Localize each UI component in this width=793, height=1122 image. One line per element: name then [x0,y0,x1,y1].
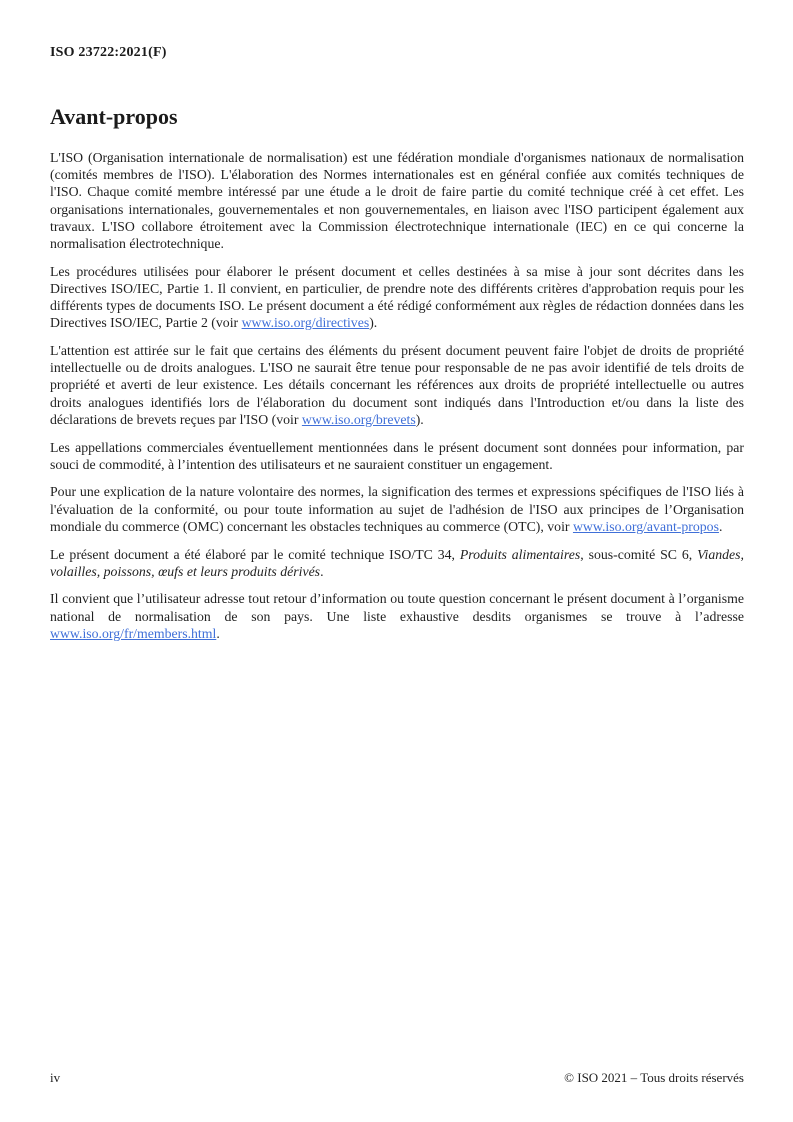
hyperlink[interactable]: www.iso.org/fr/members.html [50,625,217,641]
text-run: . [718,518,723,534]
paragraph [50,263,744,332]
text-run: ). [415,411,424,427]
paragraph [50,483,744,535]
paragraph [50,342,744,428]
text-run: . [320,563,324,579]
text-run: Les procédures utilisées pour élaborer le présent document et celles destinées à sa mise à jour sont décrites dans les Directives ISO/IEC, Partie 1. Il convient, en particulier, de prendre note des différents critères d'approbation requis pour les différents types de documents ISO. Le présent document a été rédigé conformément aux règles de rédaction données dans les Directives ISO/IEC, Partie 2 (voir [50,263,744,331]
page-footer [50,1070,744,1086]
paragraph [50,149,744,252]
text-run: Le présent document a été élaboré par le comité technique ISO/TC 34, [50,546,460,562]
text-run: Il convient que l’utilisateur adresse tout retour d’information ou toute question concernant le présent document à l’organisme national de normalisation de son pays. Une liste exhaustive desdits organismes se trouve à l’adresse [50,591,744,624]
paragraph [50,439,744,473]
copyright-notice: © ISO 2021 – Tous droits réservés [564,1070,744,1085]
italic-text: Viandes, volailles, poissons, œufs et leurs produits dérivés [50,546,744,579]
paragraph [50,590,744,642]
text-run: Pour une explication de la nature volontaire des normes, la signification des termes et expressions spécifiques de l'ISO liés à l'évaluation de la conformité, ou pour toute information au sujet de l'adhésion de l'ISO aux principes de l’Organisation mondiale du commerce (OMC) concernant les obstacles techniques au commerce (OTC), voir [50,484,744,534]
text-run: Les appellations commerciales éventuellement mentionnées dans le présent document sont données pour information, par souci de commodité, à l’intention des utilisateurs et ne sauraient constituer un engagement. [50,439,744,472]
text-run: ). [369,315,378,331]
text-run: . [216,625,220,641]
paragraph [50,546,744,580]
hyperlink[interactable]: www.iso.org/brevets [301,411,416,427]
page-title: Avant-propos [50,104,178,129]
hyperlink[interactable]: www.iso.org/directives [241,315,370,331]
hyperlink[interactable]: www.iso.org/avant-propos [572,518,719,534]
document-reference: ISO 23722:2021(F) [50,45,167,60]
text-run: , sous-comité SC 6, [580,546,698,562]
italic-text: Produits alimentaires [459,546,581,562]
foreword-body [50,149,744,653]
text-run: L'ISO (Organisation internationale de normalisation) est une fédération mondiale d'organismes nationaux de normalisation (comités membres de l'ISO). L'élaboration des Normes internationales est en général confiée aux comités techniques de l'ISO. Chaque comité membre intéressé par une étude a le droit de faire partie du comité technique créé à cet effet. Les organisations internationales, gouvernementales et non gouvernementales, en liaison avec l'ISO participent également aux travaux. L'ISO collabore étroitement avec la Commission électrotechnique internationale (IEC) en ce qui concerne la normalisation électrotechnique. [50,150,744,252]
page-number: iv [50,1070,61,1085]
text-run: L'attention est attirée sur le fait que certains des éléments du présent document peuvent faire l'objet de droits de propriété intellectuelle ou de droits analogues. L'ISO ne saurait être tenue pour responsable de ne pas avoir identifié de tels droits de propriété et averti de leur existence. Les détails concernant les références aux droits de propriété intellectuelle ou autres droits analogues identifiés lors de l'élaboration du document sont indiqués dans l'Introduction et/ou dans la liste des déclarations de brevets reçues par l'ISO (voir [50,343,744,427]
